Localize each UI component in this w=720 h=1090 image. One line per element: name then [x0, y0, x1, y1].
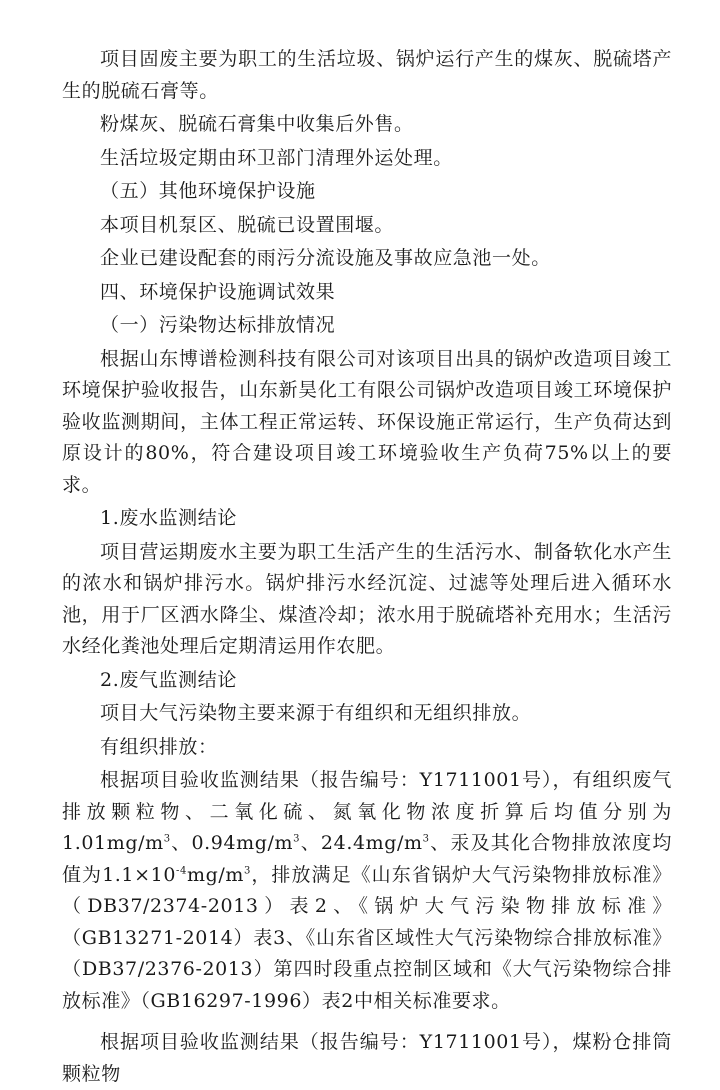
paragraph-domestic-waste: 生活垃圾定期由环卫部门清理外运处理。: [100, 146, 453, 169]
paragraph-solid-waste: 项目固废主要为职工的生活垃圾、锅炉运行产生的煤灰、脱硫塔产生的脱硫石膏等。: [62, 48, 672, 102]
monitoring-text-a: 根据项目验收监测结果（报告编号：Y1711001号），有组织废气排放颗粒物、二氧化硫、氮氧化物浓度折算后均值分别为1.01mg/m: [62, 769, 672, 854]
superscript: 3: [243, 865, 251, 877]
monitoring-text-b: 、0.94mg/m: [170, 832, 294, 854]
heading-emission-compliance: （一）污染物达标排放情况: [100, 314, 336, 336]
monitoring-text-f: ，排放满足《山东省锅炉大气污染物排放标准》（DB37/2374-2013）表2、《锅炉大气污染物排放标准》（GB13271-2014）表3、《山东省区域性大气污染物综合排放标准》（DB37/2376-2013）第四时段重点控制区域和《大气污染物综合排放标准》（GB16297-1996）表2中相关标准要求。: [62, 863, 672, 1012]
heading-section-four: 四、环境保护设施调试效果: [100, 280, 336, 303]
monitoring-text-d: 、汞及其化合物排放浓度均值为1.1×10: [62, 832, 672, 886]
paragraph-fly-ash: 粉煤灰、脱硫石膏集中收集后外售。: [100, 113, 414, 135]
monitoring-text-e: mg/m: [186, 863, 244, 886]
monitoring-text-c: 、24.4mg/m: [300, 832, 423, 854]
superscript: 3: [293, 833, 301, 845]
superscript: 3: [422, 833, 430, 845]
paragraph-coal-bin: 根据项目验收监测结果（报告编号：Y1711001号），煤粉仓排筒颗粒物: [62, 1031, 672, 1085]
heading-other-facilities: （五）其他环境保护设施: [100, 180, 316, 202]
heading-wastewater: 1.废水监测结论: [100, 507, 237, 529]
superscript: 3: [163, 833, 171, 845]
paragraph-air-sources: 项目大气污染物主要来源于有组织和无组织排放。: [100, 702, 532, 724]
paragraph-organized-emission: 有组织排放：: [100, 735, 218, 758]
paragraph-acceptance-report: 根据山东博谱检测科技有限公司对该项目出具的锅炉改造项目竣工环境保护验收报告，山东新昊化工有限公司锅炉改造项目竣工环境保护验收监测期间，主体工程正常运转、环保设施正常运行，生产负荷达到原设计的80%，符合建设项目竣工环境验收生产负荷75%以上的要求。: [62, 347, 672, 496]
heading-exhaust-gas: 2.废气监测结论: [100, 668, 237, 691]
paragraph-cofferdam: 本项目机泵区、脱硫已设置围堰。: [100, 213, 395, 236]
paragraph-rain-sewage: 企业已建设配套的雨污分流设施及事故应急池一处。: [100, 247, 551, 269]
paragraph-monitoring-results: [62, 765, 672, 1017]
paragraph-wastewater: 项目营运期废水主要为职工生活产生的生活污水、制备软化水产生的浓水和锅炉排污水。锅炉排污水经沉淀、过滤等处理后进入循环水池，用于厂区洒水降尘、煤渣冷却；浓水用于脱硫塔补充用水；生活污水经化粪池处理后定期清运用作农肥。: [62, 540, 672, 657]
superscript: -4: [176, 865, 187, 877]
